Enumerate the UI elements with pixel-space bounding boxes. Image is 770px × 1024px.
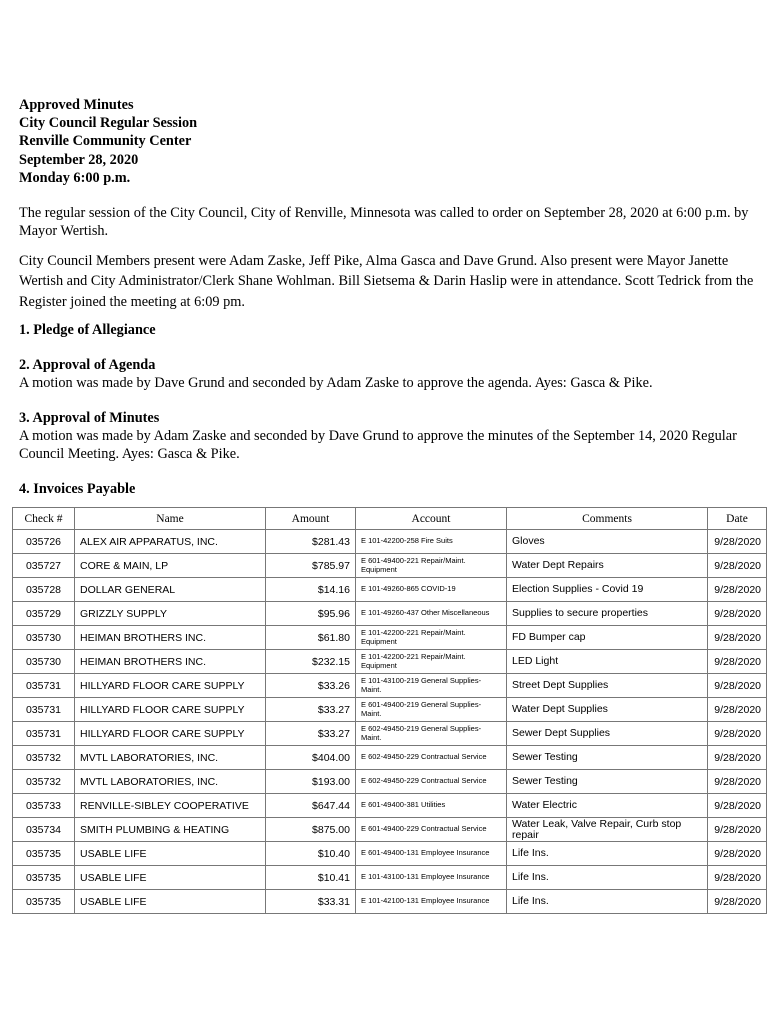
- cell-account: E 602-49450-229 Contractual Service: [356, 746, 507, 770]
- cell-amount: $14.16: [266, 578, 356, 602]
- cell-date: 9/28/2020: [708, 866, 767, 890]
- cell-date: 9/28/2020: [708, 554, 767, 578]
- cell-vendor-name: DOLLAR GENERAL: [75, 578, 266, 602]
- cell-account: E 601-49400-131 Employee Insurance: [356, 842, 507, 866]
- cell-date: 9/28/2020: [708, 602, 767, 626]
- cell-comments: Street Dept Supplies: [507, 674, 708, 698]
- section-invoices-title: 4. Invoices Payable: [19, 481, 136, 498]
- cell-amount: $10.40: [266, 842, 356, 866]
- table-row: [13, 626, 767, 650]
- column-header-amount: Amount: [266, 508, 356, 530]
- cell-vendor-name: HILLYARD FLOOR CARE SUPPLY: [75, 698, 266, 722]
- cell-check-number: 035731: [13, 674, 75, 698]
- cell-vendor-name: MVTL LABORATORIES, INC.: [75, 770, 266, 794]
- cell-account: E 602-49450-229 Contractual Service: [356, 770, 507, 794]
- section-minutes-text: A motion was made by Adam Zaske and seconded by Dave Grund to approve the minutes of the September 14, 2020 Regular Council Meeting. Ayes: Gasca & Pike.: [19, 428, 737, 463]
- header-title: Approved Minutes: [19, 97, 134, 113]
- section-minutes-title: 3. Approval of Minutes: [19, 410, 160, 427]
- table-row: [13, 554, 767, 578]
- cell-check-number: 035735: [13, 890, 75, 914]
- table-row: [13, 530, 767, 554]
- table-row: [13, 650, 767, 674]
- cell-date: 9/28/2020: [708, 746, 767, 770]
- cell-date: 9/28/2020: [708, 650, 767, 674]
- table-row: [13, 890, 767, 914]
- table-header-row: [13, 508, 767, 530]
- cell-date: 9/28/2020: [708, 818, 767, 842]
- cell-account: E 101-42200-221 Repair/Maint. Equipment: [356, 626, 507, 650]
- cell-comments: Sewer Testing: [507, 746, 708, 770]
- table-row: [13, 818, 767, 842]
- cell-comments: LED Light: [507, 650, 708, 674]
- cell-comments: Water Leak, Valve Repair, Curb stop repair: [507, 818, 708, 842]
- cell-check-number: 035733: [13, 794, 75, 818]
- cell-comments: Life Ins.: [507, 866, 708, 890]
- cell-date: 9/28/2020: [708, 530, 767, 554]
- cell-date: 9/28/2020: [708, 626, 767, 650]
- column-header-name: Name: [75, 508, 266, 530]
- cell-comments: Sewer Dept Supplies: [507, 722, 708, 746]
- cell-amount: $404.00: [266, 746, 356, 770]
- cell-date: 9/28/2020: [708, 578, 767, 602]
- cell-comments: Election Supplies - Covid 19: [507, 578, 708, 602]
- cell-date: 9/28/2020: [708, 842, 767, 866]
- cell-date: 9/28/2020: [708, 890, 767, 914]
- cell-vendor-name: MVTL LABORATORIES, INC.: [75, 746, 266, 770]
- cell-account: E 101-43100-131 Employee Insurance: [356, 866, 507, 890]
- cell-amount: $647.44: [266, 794, 356, 818]
- cell-check-number: 035731: [13, 698, 75, 722]
- minutes-document: [19, 96, 754, 498]
- cell-check-number: 035734: [13, 818, 75, 842]
- cell-check-number: 035735: [13, 842, 75, 866]
- cell-vendor-name: RENVILLE-SIBLEY COOPERATIVE: [75, 794, 266, 818]
- header-date: September 28, 2020: [19, 151, 139, 168]
- cell-comments: Life Ins.: [507, 890, 708, 914]
- cell-amount: $33.26: [266, 674, 356, 698]
- table-row: [13, 770, 767, 794]
- cell-amount: $281.43: [266, 530, 356, 554]
- cell-amount: $875.00: [266, 818, 356, 842]
- cell-vendor-name: GRIZZLY SUPPLY: [75, 602, 266, 626]
- table-row: [13, 602, 767, 626]
- attendance-paragraph: City Council Members present were Adam Zaske, Jeff Pike, Alma Gasca and Dave Grund. Also present were Mayor Janette Wertish and City Administrator/Clerk Shane Wohlman. Bill Sietsema & Darin Haslip were in attendance. Scott Tedrick from the Register joined the meeting at 6:09 pm.: [19, 252, 754, 310]
- cell-amount: $10.41: [266, 866, 356, 890]
- cell-amount: $95.96: [266, 602, 356, 626]
- cell-account: E 101-49260-437 Other Miscellaneous: [356, 602, 507, 626]
- cell-comments: FD Bumper cap: [507, 626, 708, 650]
- intro-paragraph: The regular session of the City Council, City of Renville, Minnesota was called to order on September 28, 2020 at 6:00 p.m. by Mayor Wertish.: [19, 204, 749, 239]
- header-location: Renville Community Center: [19, 133, 192, 150]
- cell-account: E 602-49450-219 General Supplies-Maint.: [356, 722, 507, 746]
- cell-vendor-name: HEIMAN BROTHERS INC.: [75, 650, 266, 674]
- cell-comments: Sewer Testing: [507, 770, 708, 794]
- table-row: [13, 722, 767, 746]
- table-row: [13, 866, 767, 890]
- table-row: [13, 698, 767, 722]
- cell-account: E 101-49260-865 COVID-19: [356, 578, 507, 602]
- cell-vendor-name: USABLE LIFE: [75, 866, 266, 890]
- table-row: [13, 794, 767, 818]
- column-header-account: Account: [356, 508, 507, 530]
- cell-check-number: 035727: [13, 554, 75, 578]
- cell-account: E 601-49400-219 General Supplies-Maint.: [356, 698, 507, 722]
- column-header-comments: Comments: [507, 508, 708, 530]
- section-pledge-title: 1. Pledge of Allegiance: [19, 322, 156, 339]
- section-agenda-title: 2. Approval of Agenda: [19, 357, 156, 374]
- cell-account: E 601-49400-381 Utilities: [356, 794, 507, 818]
- header-time: Monday 6:00 p.m.: [19, 169, 131, 186]
- cell-account: E 601-49400-221 Repair/Maint. Equipment: [356, 554, 507, 578]
- column-header-date: Date: [708, 508, 767, 530]
- cell-amount: $33.31: [266, 890, 356, 914]
- document-header: [19, 96, 754, 187]
- cell-comments: Water Electric: [507, 794, 708, 818]
- cell-amount: $33.27: [266, 698, 356, 722]
- cell-date: 9/28/2020: [708, 770, 767, 794]
- column-header-check: Check #: [13, 508, 75, 530]
- cell-comments: Supplies to secure properties: [507, 602, 708, 626]
- cell-vendor-name: ALEX AIR APPARATUS, INC.: [75, 530, 266, 554]
- cell-check-number: 035732: [13, 746, 75, 770]
- cell-comments: Gloves: [507, 530, 708, 554]
- cell-check-number: 035732: [13, 770, 75, 794]
- cell-amount: $61.80: [266, 626, 356, 650]
- cell-check-number: 035735: [13, 866, 75, 890]
- section-agenda-text: A motion was made by Dave Grund and seconded by Adam Zaske to approve the agenda. Ayes: Gasca & Pike.: [19, 375, 653, 392]
- cell-account: E 101-42200-258 Fire Suits: [356, 530, 507, 554]
- invoices-table-body: [13, 530, 767, 914]
- cell-amount: $193.00: [266, 770, 356, 794]
- cell-vendor-name: HILLYARD FLOOR CARE SUPPLY: [75, 674, 266, 698]
- table-row: [13, 746, 767, 770]
- invoices-table-wrapper: [12, 507, 761, 914]
- cell-account: E 101-42200-221 Repair/Maint. Equipment: [356, 650, 507, 674]
- cell-comments: Water Dept Supplies: [507, 698, 708, 722]
- cell-date: 9/28/2020: [708, 722, 767, 746]
- cell-vendor-name: CORE & MAIN, LP: [75, 554, 266, 578]
- cell-check-number: 035728: [13, 578, 75, 602]
- cell-date: 9/28/2020: [708, 698, 767, 722]
- cell-date: 9/28/2020: [708, 674, 767, 698]
- cell-account: E 601-49400-229 Contractual Service: [356, 818, 507, 842]
- cell-account: E 101-42100-131 Employee Insurance: [356, 890, 507, 914]
- invoices-table: [12, 507, 767, 914]
- cell-check-number: 035729: [13, 602, 75, 626]
- cell-comments: Water Dept Repairs: [507, 554, 708, 578]
- cell-check-number: 035730: [13, 626, 75, 650]
- cell-amount: $232.15: [266, 650, 356, 674]
- cell-vendor-name: HEIMAN BROTHERS INC.: [75, 626, 266, 650]
- cell-vendor-name: USABLE LIFE: [75, 842, 266, 866]
- cell-date: 9/28/2020: [708, 794, 767, 818]
- header-session: City Council Regular Session: [19, 115, 198, 132]
- cell-vendor-name: USABLE LIFE: [75, 890, 266, 914]
- cell-vendor-name: HILLYARD FLOOR CARE SUPPLY: [75, 722, 266, 746]
- cell-vendor-name: SMITH PLUMBING & HEATING: [75, 818, 266, 842]
- cell-amount: $33.27: [266, 722, 356, 746]
- cell-account: E 101-43100-219 General Supplies-Maint.: [356, 674, 507, 698]
- table-row: [13, 842, 767, 866]
- cell-check-number: 035731: [13, 722, 75, 746]
- table-row: [13, 674, 767, 698]
- cell-amount: $785.97: [266, 554, 356, 578]
- cell-comments: Life Ins.: [507, 842, 708, 866]
- cell-check-number: 035726: [13, 530, 75, 554]
- cell-check-number: 035730: [13, 650, 75, 674]
- table-row: [13, 578, 767, 602]
